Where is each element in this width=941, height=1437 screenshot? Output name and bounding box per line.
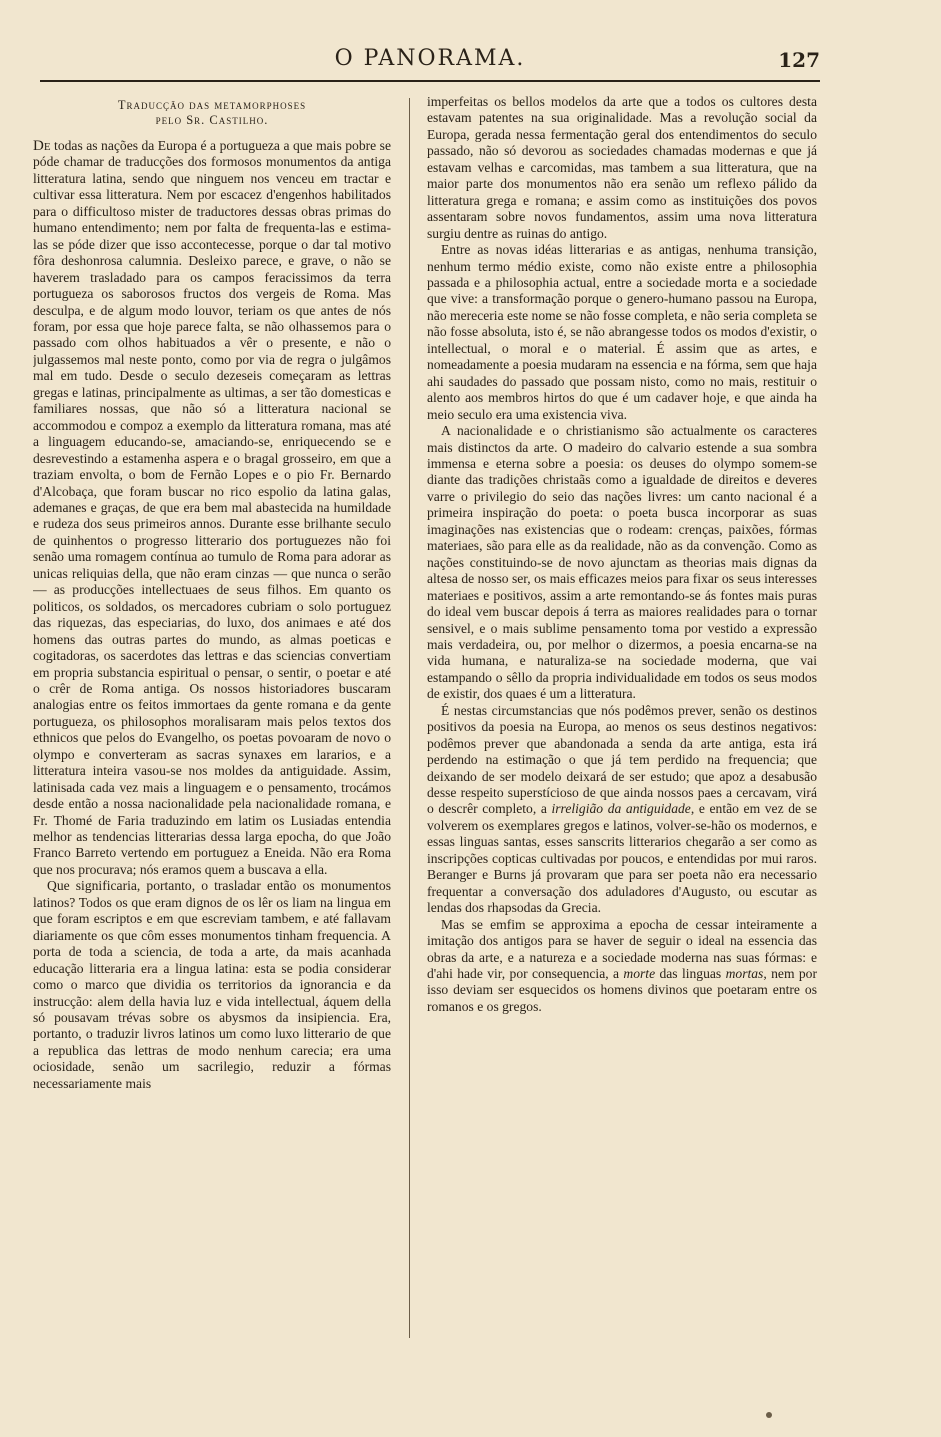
header-rule [40,80,820,82]
paragraph [33,138,391,878]
italic-word: morte [623,966,656,982]
paragraph-text: Mas se emfim se approxima a epocha de cessar inteiramente a imitação dos antigos para se haver de seguir o ideal na essencia das obras da arte, e a natureza e a sociedade moderna nas suas fórmas: e d'ahi hade vir, por consequencia, a [427,916,817,982]
running-head [30,46,830,82]
italic-phrase: irreligião da antiguidade [551,801,691,817]
article-title-line-2: pelo Sr. Castilho. [155,113,269,127]
paragraph [427,917,817,1016]
article-title-line-1: Traducção das metamorphoses [117,98,307,112]
journal-title: O PANORAMA. [334,46,526,71]
page-number: 127 [778,48,820,72]
article-title [33,98,391,128]
paragraph-text: , nem por isso deviam ser esquecidos os homens divinos que poetaram entre os romanos e os gregos. [427,966,817,1014]
column-rule [409,98,410,1338]
page-ornament [766,1412,772,1418]
paragraph: A nacionalidade e o christianismo são actualmente os caracteres mais distinctos da arte. O madeiro do calvario estende a sua sombra immensa e eterna sobre a poesia: os deuses do olympo somem-se diante das tradições christaãs como a igualdade de direitos e deveres varre o privilegio do seio das nações livres: um canto nacional é a primeira inspiração do poeta: o poeta busca incorporar as suas imaginações nas existencias que o rodeam: crenças, paixões, fórmas materiaes, são para elle as da realidade, não as da convenção. Como as nações constituindo-se de novo ajunctam as theorias mais dignas da altesa de nosso ser, os mais efficazes meios para fixar os seus interesses materiaes e positivos, assim a arte remontando-se ás fontes mais puras do ideal vem buscar depois á terra as maiores realidades para o tornar sensivel, e o mais sublime pensamento toma por vestido a expressão mais verdadeira, ou, por melhor o dizermos, a poesia encarna-se na vida humana, e naturaliza-se na sociedade moderna, que vai estampando o sêllo da propria individualidade em todos os seus modos de existir, dos quaes é um a litteratura. [427,423,817,702]
paragraph [427,703,817,917]
right-column [427,94,817,1344]
paragraph: imperfeitas os bellos modelos da arte que a todos os cultores desta estavam patentes na sua originalidade. Mas a revolução social da Europa, gerada nessa fermentação geral dos entendimentos do seculo passado, não só devorou as sociedades chamadas modernas e que já estavam velhas e carcomidas, mas tambem a sua litteratura, que na maior parte dos monumentos não era senão um reflexo pálido da litteratura grega e romana; e assim como as instituições dos povos assentaram sobre novos fundamentos, assim uma nova litteratura surgiu dentre as ruinas do antigo. [427,94,817,241]
left-column [33,94,391,1344]
paragraph: Entre as novas idéas litterarias e as antigas, nenhuma transição, nenhum termo médio existe, como não existe entre a philosophia passada e a philosophia actual, entre a sociedade morta e a sociedade que vive: a transformação porque o genero-humano passou na Europa, não mereceria este nome se não fosse completa, e não seria completa se não fosse absoluta, isto é, se não abrangesse todos os modos d'existir, o intellectual, o moral e o material. É assim que as artes, e nomeadamente a poesia mudaram na essencia e na fórma, sem que haja ahi saudades do passado que possam nisto, como no mais, restituir o alento aos membros hirtos do que é um cadaver hoje, e que ainda ha meio seculo era uma existencia viva. [427,242,817,422]
paragraph: Que significaria, portanto, o trasladar então os monumentos latinos? Todos os que eram dignos de os lêr os liam na lingua em que foram escriptos e em que escreviam tambem, e até fallavam diariamente os que côm esses monumentos tinham frequencia. A porta de toda a sciencia, de toda a arte, da mais acanhada educação litteraria era a lingua latina: esta se podia considerar como o marco que dividia os territorios da ignorancia e da instrucção: alem della havia luz e vida intellectual, áquem della só pousavam trévas sobre os abysmos da insipiencia. Era, portanto, o traduzir livros latinos um como luxo litterario de que a republica das lettras de modo nenhum carecia; era uma ociosidade, senão um sacrilegio, reduzir a fórmas necessariamente mais [33,878,391,1091]
italic-word: mortas [725,966,764,982]
paragraph-text: , e então em vez de se volverem os exemplares gregos e latinos, volver-se-hão os modernos, e essas linguas santas, esses sanscrits litterarios chegarão a ser como as inscripções copticas cultivadas por poucos, e entendidas por mui raros. Beranger e Burns já provaram que para ser poeta não era necessario frequentar a conversação dos aduladores d'Augusto, ou escutar as lendas dos rhapsodas da Grecia. [427,801,817,916]
paragraph-text: É nestas circumstancias que nós podêmos prever, senão os destinos positivos da poesia na Europa, ao menos os seus destinos negativos: podêmos prever que abandonada a senda da arte antiga, esta irá perdendo na estimação o que já tem perdido na frequencia; que deixando de ser modelo deixará de ser estudo; que apoz a desabusão desse respeito superstícioso de que ainda nossos paes a cercavam, virá o descrêr completo, a [427,702,817,817]
drop-cap: De [33,138,51,154]
paragraph-text: todas as nações da Europa é a portugueza a que mais pobre se póde chamar de traducções dos formosos monumentos da antiga litteratura latina, sendo que ninguem nos venceu em tractar e cultivar essa litteratura. Nem por escacez d'engenhos habilitados para o difficultoso mister de traductores dessas obras primas do humano entendimento; nem por falta de frequenta-las e estima-las se póde dizer que isso accontecesse, porque o dar tal motivo fôra deshonrosa calumnia. Desleixo parece, e grave, o não se haverem trasladado para os campos feracissimos da terra portugueza os saborosos fructos dos vergeis de Roma. Mas desculpa, e de algum modo louvor, teriam os que antes de nós foram, por essa que hoje parece falta, se não olhassemos para o passado com olhos habituados a vêr o presente, e não o julgassemos mal neste ponto, como por via de regra o julgâmos mal em tudo. Desde o seculo dezeseis começaram as lettras gregas e latinas, principalmente as ultimas, a ser tão domesticas e familiares nossas, que não só a litteratura nacional se accommodou e compoz a exemplo da litteratura romana, mas até a linguagem educando-se, amaciando-se, enriquecendo se e desrevestindo a estamenha aspera e o bragal grosseiro, em que a traziam envolta, o bom de Fernão Lopes e o pio Fr. Bernardo d'Alcobaça, que foram buscar no rico espolio da latina galas, ademanes e graças, de que era bem mal abastecida na humildade e rudeza dos seus primeiros annos. Durante esse brilhante seculo de quinhentos o progresso litterario dos portuguezes não foi senão uma romagem contínua ao tumulo de Roma para adorar as unicas reliquias della, que não eram cinzas — que nunca o serão — as producções intellectuaes de seus filhos. Em quanto os politicos, os soldados, os mercadores cubriam o solo portuguez das riquezas, das especiarias, do luxo, dos animaes e até dos homens das outras partes do mundo, as almas poeticas e cogitadoras, os sacerdotes das lettras e das sciencias convertiam em propria substancia espiritual o pensar, o sentir, o poetar e até o crêr de Roma antiga. Os nossos historiadores buscaram analogias entre os feitos immortaes da gente romana e da gente portugueza, os philosophos moralisaram mais pelos textos dos ethnicos que pelos do Evangelho, os poetas povoaram de novo o olympo e converteram as sacras synaxes em lararios, e a litteratura inteira vasou-se nos moldes da antiguidade. Assim, latinisada cada vez mais a linguagem e o pensamento, trocámos desde então a nossa nacionalidade pela nacionalidade romana, e Fr. Thomé de Faria traduzindo em latim os Lusiadas entendia melhor as tendencias litterarias dessa larga epocha, do que João Franco Barreto vertendo em portuguez a Eneida. Não era Roma que nos procurava; nós eramos quem a buscava a ella. [33,138,391,877]
paragraph-text: das linguas [655,966,726,982]
